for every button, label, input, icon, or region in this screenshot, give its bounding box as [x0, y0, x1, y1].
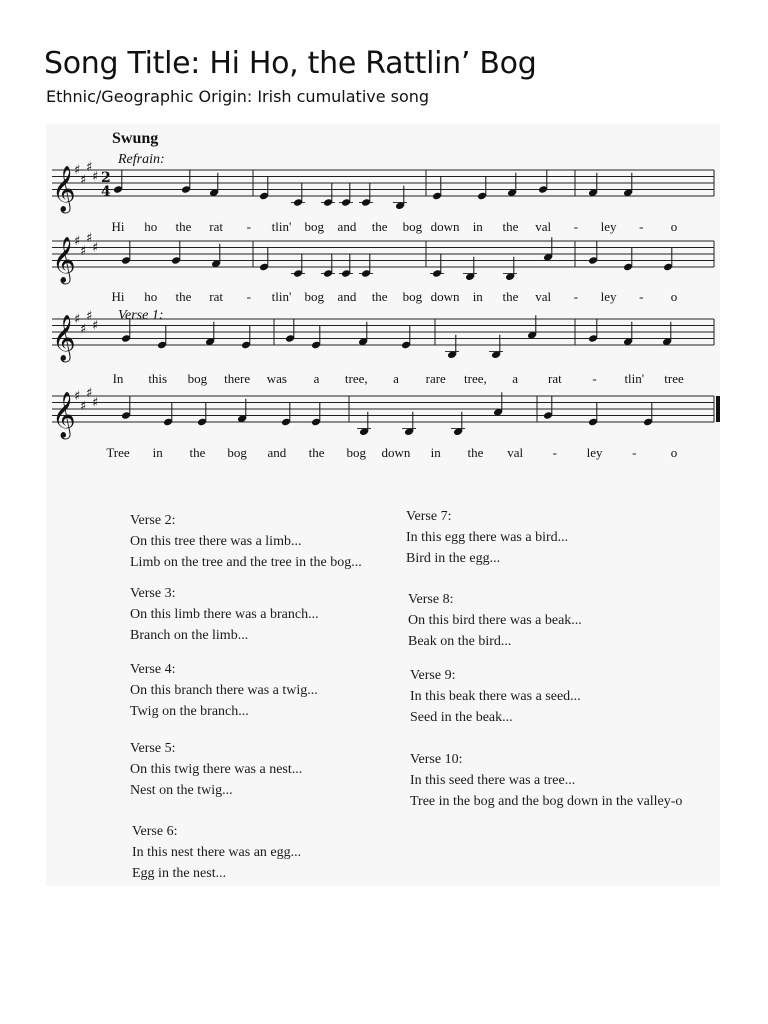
lyric-syllable: a — [393, 371, 399, 386]
lyric-syllable: bog — [227, 445, 247, 460]
verse-3 — [130, 583, 319, 646]
verse-line: Branch on the limb... — [130, 628, 249, 643]
verse-line: On this bird there was a beak... — [408, 613, 582, 628]
lyric-syllable: the — [467, 445, 484, 460]
verse-10 — [410, 749, 682, 812]
sharp-icon: ♯ — [86, 230, 93, 246]
sharp-icon: ♯ — [92, 169, 99, 185]
verse-label: Verse 10: — [410, 752, 463, 767]
lyric-syllable: ley — [600, 289, 617, 304]
verse-label: Verse 6: — [132, 824, 178, 839]
song-title: Song Title: Hi Ho, the Rattlin’ Bog — [44, 46, 537, 81]
lyric-syllable: the — [189, 445, 206, 460]
lyric-syllable: down — [381, 445, 411, 460]
lyric-syllable: down — [430, 289, 460, 304]
lyric-syllable: ley — [600, 219, 617, 234]
lyric-syllable: the — [502, 289, 519, 304]
sharp-icon: ♯ — [74, 312, 81, 327]
lyric-syllable: the — [308, 445, 325, 460]
verse-line: On this twig there was a nest... — [130, 762, 303, 777]
treble-clef-icon: 𝄞 — [52, 315, 76, 361]
sharp-icon: ♯ — [86, 159, 93, 175]
section-label-refrain: Refrain: — [118, 152, 165, 167]
lyric-syllable: o — [670, 445, 678, 460]
verse-line: Nest on the twig... — [130, 783, 233, 798]
lyric-syllable: there — [224, 371, 251, 386]
lyric-syllable: the — [175, 219, 192, 234]
verse-2 — [130, 510, 362, 573]
lyric-syllable: - — [573, 289, 579, 304]
lyric-syllable: Hi — [111, 289, 125, 304]
lyric-syllable: o — [670, 289, 678, 304]
lyric-syllable: val — [535, 289, 552, 304]
verse-9 — [410, 665, 581, 728]
sharp-icon: ♯ — [80, 243, 87, 259]
lyric-syllable: tree, — [464, 371, 487, 386]
lyric-syllable: in — [430, 445, 441, 460]
lyric-syllable: - — [552, 445, 558, 460]
lyric-syllable: rat — [209, 219, 223, 234]
lyric-syllable: bog — [402, 219, 423, 234]
lyric-syllable: - — [639, 289, 644, 304]
lyric-syllable: - — [632, 445, 637, 460]
time-signature-top: 2 — [101, 170, 111, 186]
verse-line: Limb on the tree and the tree in the bog... — [130, 555, 362, 570]
lyric-syllable: rat — [209, 289, 223, 304]
sharp-icon: ♯ — [86, 308, 93, 324]
verse-line: In this nest there was an egg... — [132, 845, 302, 860]
treble-clef-icon: 𝄞 — [52, 237, 76, 283]
lyric-syllable: in — [472, 219, 483, 234]
lyric-syllable: - — [592, 371, 597, 386]
lyric-syllable: - — [246, 219, 251, 234]
lyric-syllable: bog — [304, 289, 324, 304]
verse-7 — [406, 506, 568, 569]
lyric-syllable: a — [512, 371, 519, 386]
lyric-syllable: was — [266, 371, 287, 386]
lyric-syllable: in — [472, 289, 483, 304]
verse-4 — [130, 659, 318, 722]
sharp-icon: ♯ — [92, 240, 99, 256]
lyric-syllable: bog — [304, 219, 324, 234]
tempo-marking: Swung — [112, 130, 159, 147]
lyric-syllable: tlin' — [624, 371, 645, 386]
lyric-syllable: a — [313, 371, 320, 386]
lyric-syllable: the — [371, 219, 388, 234]
lyric-syllable: val — [507, 445, 524, 460]
verse-label: Verse 8: — [408, 592, 454, 607]
verse-line: Tree in the bog and the bog down in the valley-o — [410, 794, 683, 809]
verse-line: Egg in the nest... — [132, 866, 227, 881]
lyric-syllable: the — [371, 289, 388, 304]
lyric-syllable: this — [148, 371, 168, 386]
lyric-syllable: o — [670, 219, 678, 234]
lyric-syllable: ley — [586, 445, 603, 460]
verse-label: Verse 9: — [410, 668, 456, 683]
lyric-syllable: bog — [346, 445, 367, 460]
verse-line: On this limb there was a branch... — [130, 607, 319, 622]
lyric-syllable: and — [267, 445, 287, 460]
verse-line: Beak on the bird... — [408, 634, 512, 649]
verse-8 — [408, 589, 582, 652]
verse-line: In this seed there was a tree... — [410, 773, 576, 788]
verse-label: Verse 4: — [130, 662, 176, 677]
verse-line: Bird in the egg... — [406, 551, 501, 566]
lyric-syllable: rare — [425, 371, 446, 386]
sheet-music-page — [46, 124, 720, 886]
lyric-syllable: bog — [187, 371, 208, 386]
sharp-icon: ♯ — [74, 234, 81, 249]
sharp-icon: ♯ — [80, 321, 87, 337]
verse-line: On this tree there was a limb... — [130, 534, 302, 549]
sharp-icon: ♯ — [86, 385, 93, 401]
lyric-syllable: ho — [144, 219, 158, 234]
lyric-syllable: In — [112, 371, 124, 386]
sharp-icon: ♯ — [92, 318, 99, 334]
lyric-syllable: the — [502, 219, 519, 234]
lyric-syllable: in — [152, 445, 163, 460]
treble-clef-icon: 𝄞 — [52, 392, 76, 438]
verse-5 — [130, 738, 302, 801]
verse-line: Twig on the branch... — [130, 704, 249, 719]
lyric-syllable: - — [573, 219, 579, 234]
verse-line: In this egg there was a bird... — [406, 530, 569, 545]
time-signature-bottom: 4 — [101, 184, 111, 200]
lyric-syllable: rat — [547, 371, 562, 386]
lyric-syllable: Tree — [106, 445, 130, 460]
verse-line: In this beak there was a seed... — [410, 689, 581, 704]
lyric-syllable: Hi — [111, 219, 125, 234]
verse-6 — [132, 821, 301, 884]
lyric-syllable: and — [337, 219, 357, 234]
origin-line: Ethnic/Geographic Origin: Irish cumulative song — [46, 87, 430, 106]
verse-label: Verse 7: — [406, 509, 452, 524]
lyric-syllable: - — [639, 219, 644, 234]
sharp-icon: ♯ — [74, 389, 81, 404]
verse-label: Verse 5: — [130, 741, 176, 756]
lyric-syllable: val — [535, 219, 552, 234]
lyric-syllable: down — [430, 219, 460, 234]
sharp-icon: ♯ — [80, 398, 87, 414]
lyric-syllable: tlin' — [271, 289, 292, 304]
lyric-syllable: bog — [402, 289, 423, 304]
lyric-syllable: tree, — [344, 371, 368, 386]
music-score — [46, 124, 720, 474]
lyric-syllable: and — [337, 289, 357, 304]
lyric-syllable: the — [175, 289, 192, 304]
sharp-icon: ♯ — [92, 395, 99, 411]
lyric-syllable: ho — [144, 289, 158, 304]
final-barline — [716, 396, 720, 422]
sharp-icon: ♯ — [80, 172, 87, 188]
sharp-icon: ♯ — [74, 163, 81, 178]
treble-clef-icon: 𝄞 — [52, 166, 76, 212]
verse-label: Verse 3: — [130, 586, 176, 601]
section-label-verse-1: Verse 1: — [118, 308, 164, 323]
lyric-syllable: - — [246, 289, 251, 304]
lyric-syllable: tlin' — [271, 219, 292, 234]
lyric-syllable: tree — [664, 371, 684, 386]
verse-label: Verse 2: — [130, 513, 176, 528]
verse-line: Seed in the beak... — [410, 710, 513, 725]
verse-line: On this branch there was a twig... — [130, 683, 318, 698]
